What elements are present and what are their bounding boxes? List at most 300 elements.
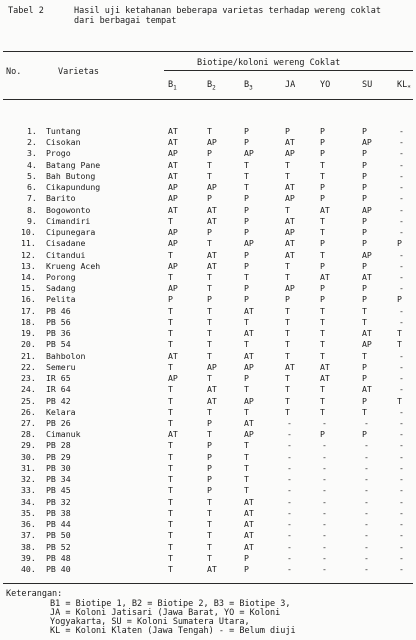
resistance-cell: - [399, 541, 404, 552]
resistance-cell: P [285, 126, 290, 136]
resistance-cell: P [244, 373, 249, 384]
sub-header-main: B [207, 80, 213, 90]
table-row [0, 205, 416, 215]
resistance-cell: - [399, 552, 404, 563]
variety-name: PB 44 [46, 519, 71, 530]
resistance-cell: AT [207, 395, 217, 406]
header-varietas: Varietas [58, 67, 99, 77]
resistance-cell: AT [285, 137, 295, 148]
resistance-cell: P [362, 227, 367, 238]
resistance-cell: AT [244, 305, 254, 316]
resistance-cell: P [207, 417, 212, 428]
resistance-cell: T [168, 395, 173, 406]
variety-name: IR 64 [46, 384, 71, 395]
resistance-cell: - [322, 507, 327, 518]
resistance-cell: T [285, 170, 290, 181]
table-row [0, 272, 416, 282]
resistance-cell: - [399, 182, 404, 193]
table-label: Tabel 2 [8, 6, 44, 16]
resistance-cell: T [285, 204, 290, 215]
resistance-cell: T [320, 350, 325, 361]
resistance-cell: T [285, 316, 290, 327]
resistance-cell: AT [285, 238, 295, 249]
resistance-cell: T [207, 271, 212, 282]
resistance-cell: P [362, 126, 367, 136]
resistance-cell: P [244, 204, 249, 215]
resistance-cell: - [322, 462, 327, 473]
table-row [0, 216, 416, 226]
resistance-cell: AT [207, 249, 217, 260]
sub-header-subscript: * [407, 84, 411, 92]
resistance-cell: P [362, 429, 367, 440]
resistance-cell: AT [207, 204, 217, 215]
resistance-cell: AP [285, 283, 295, 294]
resistance-cell: - [399, 485, 404, 496]
resistance-cell: P [244, 283, 249, 294]
resistance-cell: AP [168, 193, 178, 204]
resistance-cell: T [285, 328, 290, 339]
resistance-cell: P [207, 485, 212, 496]
resistance-cell: T [285, 406, 290, 417]
resistance-cell: AT [244, 328, 254, 339]
row-number: 28. [21, 429, 36, 440]
resistance-cell: T [362, 305, 367, 316]
resistance-cell: AP [168, 182, 178, 193]
table-row [0, 396, 416, 406]
resistance-cell: T [244, 271, 249, 282]
row-number: 21. [21, 350, 36, 361]
variety-name: Cipunegara [46, 227, 96, 238]
row-number: 13. [21, 260, 36, 271]
resistance-cell: - [322, 541, 327, 552]
resistance-cell: T [207, 170, 212, 181]
table-row [0, 440, 416, 450]
resistance-cell: P [244, 249, 249, 260]
resistance-cell: P [320, 260, 325, 271]
variety-name: Porong [46, 271, 76, 282]
resistance-cell: - [399, 271, 404, 282]
resistance-cell: - [399, 384, 404, 395]
resistance-cell: T [168, 339, 173, 350]
resistance-cell: AP [362, 249, 372, 260]
resistance-cell: P [207, 462, 212, 473]
variety-name: PB 26 [46, 417, 71, 428]
resistance-cell: - [399, 429, 404, 440]
table-row [0, 193, 416, 203]
resistance-cell: AP [362, 339, 372, 350]
resistance-cell: P [362, 361, 367, 372]
row-number: 25. [21, 395, 36, 406]
resistance-cell: AP [244, 395, 254, 406]
resistance-cell: - [287, 462, 292, 473]
resistance-cell: - [399, 283, 404, 294]
resistance-cell: T [285, 339, 290, 350]
resistance-cell: P [207, 227, 212, 238]
resistance-cell: - [287, 474, 292, 485]
sub-header-subscript: 2 [212, 84, 216, 92]
header-no: No. [6, 67, 22, 77]
resistance-cell: T [168, 384, 173, 395]
resistance-cell: T [207, 159, 212, 170]
variety-name: Bah Butong [46, 170, 96, 181]
table-row [0, 553, 416, 563]
row-number: 26. [21, 406, 36, 417]
resistance-cell: T [168, 249, 173, 260]
table-row [0, 238, 416, 248]
row-number: 15. [21, 283, 36, 294]
variety-name: PB 42 [46, 395, 71, 406]
sub-header-su [362, 80, 372, 90]
resistance-cell: T [207, 541, 212, 552]
resistance-cell: P [244, 563, 249, 574]
resistance-cell: T [320, 339, 325, 350]
resistance-cell: AT [168, 350, 178, 361]
resistance-cell: T [207, 507, 212, 518]
variety-name: Progo [46, 148, 71, 159]
resistance-cell: P [320, 283, 325, 294]
table-row [0, 362, 416, 372]
resistance-cell: - [364, 530, 369, 541]
variety-name: PB 48 [46, 552, 71, 563]
resistance-cell: P [362, 159, 367, 170]
resistance-cell: - [399, 530, 404, 541]
table-row [0, 137, 416, 147]
resistance-cell: P [207, 193, 212, 204]
table-row [0, 519, 416, 529]
resistance-cell: - [399, 126, 404, 136]
table-row [0, 418, 416, 428]
resistance-cell: - [399, 406, 404, 417]
table-row [0, 485, 416, 495]
resistance-cell: - [287, 530, 292, 541]
resistance-cell: T [168, 485, 173, 496]
resistance-cell: - [322, 485, 327, 496]
variety-name: PB 38 [46, 507, 71, 518]
table-row [0, 126, 416, 136]
variety-name: Pelita [46, 294, 76, 305]
variety-name: Semeru [46, 361, 76, 372]
resistance-cell: T [168, 316, 173, 327]
row-number: 30. [21, 451, 36, 462]
resistance-cell: T [168, 440, 173, 451]
row-number: 24. [21, 384, 36, 395]
resistance-cell: AT [285, 249, 295, 260]
resistance-cell: T [207, 373, 212, 384]
resistance-cell: P [244, 137, 249, 148]
resistance-cell: T [397, 328, 402, 339]
resistance-cell: P [320, 429, 325, 440]
sub-header-b1 [168, 80, 177, 94]
row-number: 8. [27, 204, 37, 215]
resistance-cell: AT [207, 563, 217, 574]
row-number: 31. [21, 462, 36, 473]
resistance-cell: T [285, 260, 290, 271]
resistance-cell: T [320, 305, 325, 316]
resistance-cell: T [168, 451, 173, 462]
variety-name: IR 65 [46, 373, 71, 384]
resistance-cell: T [207, 552, 212, 563]
resistance-cell: P [320, 193, 325, 204]
resistance-cell: AT [244, 496, 254, 507]
resistance-cell: P [362, 294, 367, 305]
resistance-cell: T [168, 271, 173, 282]
resistance-cell: T [362, 316, 367, 327]
sub-header-ja [285, 80, 295, 90]
resistance-cell: AT [320, 373, 330, 384]
resistance-cell: - [399, 350, 404, 361]
resistance-cell: AT [244, 507, 254, 518]
resistance-cell: T [320, 316, 325, 327]
table-row [0, 542, 416, 552]
table-row [0, 339, 416, 349]
resistance-cell: - [322, 474, 327, 485]
resistance-cell: - [399, 361, 404, 372]
variety-name: Citandui [46, 249, 86, 260]
table-row [0, 373, 416, 383]
resistance-cell: - [287, 440, 292, 451]
resistance-cell: T [244, 462, 249, 473]
resistance-cell: AP [244, 148, 254, 159]
resistance-cell: T [244, 451, 249, 462]
resistance-cell: T [244, 474, 249, 485]
resistance-cell: - [287, 496, 292, 507]
resistance-cell: T [320, 170, 325, 181]
row-number: 19. [21, 328, 36, 339]
table-row [0, 429, 416, 439]
table-row [0, 317, 416, 327]
resistance-cell: P [207, 148, 212, 159]
table-row [0, 384, 416, 394]
resistance-cell: - [322, 440, 327, 451]
variety-name: PB 29 [46, 451, 71, 462]
table-row [0, 497, 416, 507]
resistance-cell: P [320, 294, 325, 305]
row-number: 7. [27, 193, 37, 204]
resistance-cell: T [320, 249, 325, 260]
resistance-cell: - [287, 429, 292, 440]
resistance-cell: T [320, 328, 325, 339]
resistance-cell: AP [168, 148, 178, 159]
row-number: 27. [21, 417, 36, 428]
notes-line-2: JA = Koloni Jatisari (Jawa Barat, YO = Koloni [50, 608, 281, 618]
resistance-cell: - [399, 148, 404, 159]
variety-name: PB 45 [46, 485, 71, 496]
resistance-cell: AT [207, 384, 217, 395]
resistance-cell: - [364, 541, 369, 552]
resistance-cell: T [168, 552, 173, 563]
row-number: 29. [21, 440, 36, 451]
resistance-cell: AT [244, 541, 254, 552]
resistance-cell: AT [285, 215, 295, 226]
resistance-cell: T [168, 406, 173, 417]
resistance-cell: T [207, 406, 212, 417]
resistance-cell: T [244, 182, 249, 193]
resistance-cell: - [399, 507, 404, 518]
resistance-cell: P [244, 227, 249, 238]
table-row [0, 407, 416, 417]
resistance-cell: - [322, 552, 327, 563]
resistance-cell: T [244, 440, 249, 451]
header-group-biotipe-koloni: Biotipe/koloni wereng Coklat [197, 58, 341, 68]
resistance-cell: - [399, 159, 404, 170]
row-number: 32. [21, 474, 36, 485]
resistance-cell: T [320, 227, 325, 238]
resistance-cell: AP [362, 204, 372, 215]
variety-name: PB 52 [46, 541, 71, 552]
resistance-cell: T [207, 305, 212, 316]
resistance-cell: T [320, 215, 325, 226]
resistance-cell: T [168, 496, 173, 507]
resistance-cell: - [364, 507, 369, 518]
resistance-cell: T [168, 563, 173, 574]
variety-name: PB 30 [46, 462, 71, 473]
resistance-cell: - [399, 227, 404, 238]
resistance-cell: T [168, 507, 173, 518]
resistance-cell: P [362, 170, 367, 181]
resistance-cell: AT [362, 328, 372, 339]
resistance-cell: T [207, 530, 212, 541]
sub-header-subscript: 3 [249, 84, 253, 92]
table-row [0, 171, 416, 181]
resistance-cell: - [364, 563, 369, 574]
sub-header-main: YO [320, 80, 331, 90]
variety-name: PB 54 [46, 339, 71, 350]
table-row [0, 250, 416, 260]
variety-name: Cimandiri [46, 215, 91, 226]
resistance-cell: T [244, 406, 249, 417]
resistance-cell: P [362, 238, 367, 249]
resistance-cell: - [322, 519, 327, 530]
variety-name: PB 46 [46, 305, 71, 316]
resistance-cell: - [399, 215, 404, 226]
resistance-cell: - [364, 417, 369, 428]
resistance-cell: - [399, 451, 404, 462]
resistance-cell: - [364, 451, 369, 462]
resistance-cell: AT [244, 530, 254, 541]
resistance-cell: P [362, 283, 367, 294]
resistance-cell: P [320, 126, 325, 136]
table-row [0, 160, 416, 170]
resistance-cell: - [287, 552, 292, 563]
table-row [0, 351, 416, 361]
resistance-cell: - [287, 451, 292, 462]
resistance-cell: - [364, 485, 369, 496]
row-number: 16. [21, 294, 36, 305]
variety-name: PB 50 [46, 530, 71, 541]
resistance-cell: - [399, 462, 404, 473]
resistance-cell: AT [168, 170, 178, 181]
resistance-cell: P [244, 215, 249, 226]
resistance-cell: - [399, 204, 404, 215]
row-number: 38. [21, 541, 36, 552]
row-number: 3. [27, 148, 37, 159]
variety-name: PB 36 [46, 328, 71, 339]
resistance-cell: P [362, 148, 367, 159]
resistance-cell: - [287, 519, 292, 530]
resistance-cell: - [287, 563, 292, 574]
table-row [0, 474, 416, 484]
resistance-cell: P [207, 451, 212, 462]
row-number: 35. [21, 507, 36, 518]
resistance-cell: - [287, 485, 292, 496]
notes-line-4: KL = Koloni Klaten (Jawa Tengah) - = Belum diuji [50, 626, 296, 636]
variety-name: Krueng Aceh [46, 260, 101, 271]
variety-name: Cisokan [46, 137, 81, 148]
resistance-cell: P [397, 294, 402, 305]
variety-name: Barito [46, 193, 76, 204]
variety-name: Cimanuk [46, 429, 81, 440]
resistance-cell: AT [168, 137, 178, 148]
resistance-cell: T [244, 170, 249, 181]
resistance-cell: P [362, 193, 367, 204]
resistance-cell: T [207, 339, 212, 350]
table-row [0, 328, 416, 338]
resistance-cell: - [399, 170, 404, 181]
sub-header-main: JA [285, 80, 296, 90]
resistance-cell: AT [362, 271, 372, 282]
resistance-cell: P [362, 395, 367, 406]
resistance-cell: T [285, 373, 290, 384]
sub-header-main: B [168, 80, 174, 90]
resistance-cell: T [244, 159, 249, 170]
resistance-cell: AT [285, 361, 295, 372]
resistance-cell: AT [362, 384, 372, 395]
resistance-cell: AP [285, 227, 295, 238]
table-title-line-2: dari berbagai tempat [74, 16, 177, 26]
notes-line-3: Yogyakarta, SU = Koloni Sumatera Utara, [50, 617, 250, 627]
resistance-cell: P [244, 126, 249, 136]
resistance-cell: - [322, 451, 327, 462]
row-number: 22. [21, 361, 36, 372]
row-number: 4. [27, 159, 37, 170]
sub-header-yo [320, 80, 330, 90]
table-row [0, 564, 416, 574]
resistance-cell: P [285, 294, 290, 305]
resistance-cell: AP [362, 137, 372, 148]
resistance-cell: P [244, 193, 249, 204]
row-number: 37. [21, 530, 36, 541]
top-rule [3, 51, 413, 52]
resistance-cell: - [399, 440, 404, 451]
resistance-cell: - [399, 496, 404, 507]
resistance-cell: T [285, 271, 290, 282]
row-number: 34. [21, 496, 36, 507]
variety-name: Tuntang [46, 126, 81, 136]
resistance-cell: T [168, 215, 173, 226]
resistance-cell: AT [320, 204, 330, 215]
resistance-cell: T [168, 417, 173, 428]
resistance-cell: P [320, 148, 325, 159]
resistance-cell: T [244, 485, 249, 496]
variety-name: Cikapundung [46, 182, 101, 193]
resistance-cell: P [320, 182, 325, 193]
resistance-cell: T [320, 406, 325, 417]
resistance-cell: - [287, 417, 292, 428]
variety-name: Bogowonto [46, 204, 91, 215]
sub-header-b2 [207, 80, 216, 94]
resistance-cell: T [168, 474, 173, 485]
table-row [0, 182, 416, 192]
resistance-cell: AP [285, 193, 295, 204]
resistance-cell: - [399, 474, 404, 485]
resistance-cell: P [320, 137, 325, 148]
table-row [0, 530, 416, 540]
resistance-cell: T [207, 519, 212, 530]
resistance-cell: AP [207, 361, 217, 372]
resistance-cell: AP [168, 238, 178, 249]
resistance-cell: AT [244, 417, 254, 428]
table-row [0, 227, 416, 237]
